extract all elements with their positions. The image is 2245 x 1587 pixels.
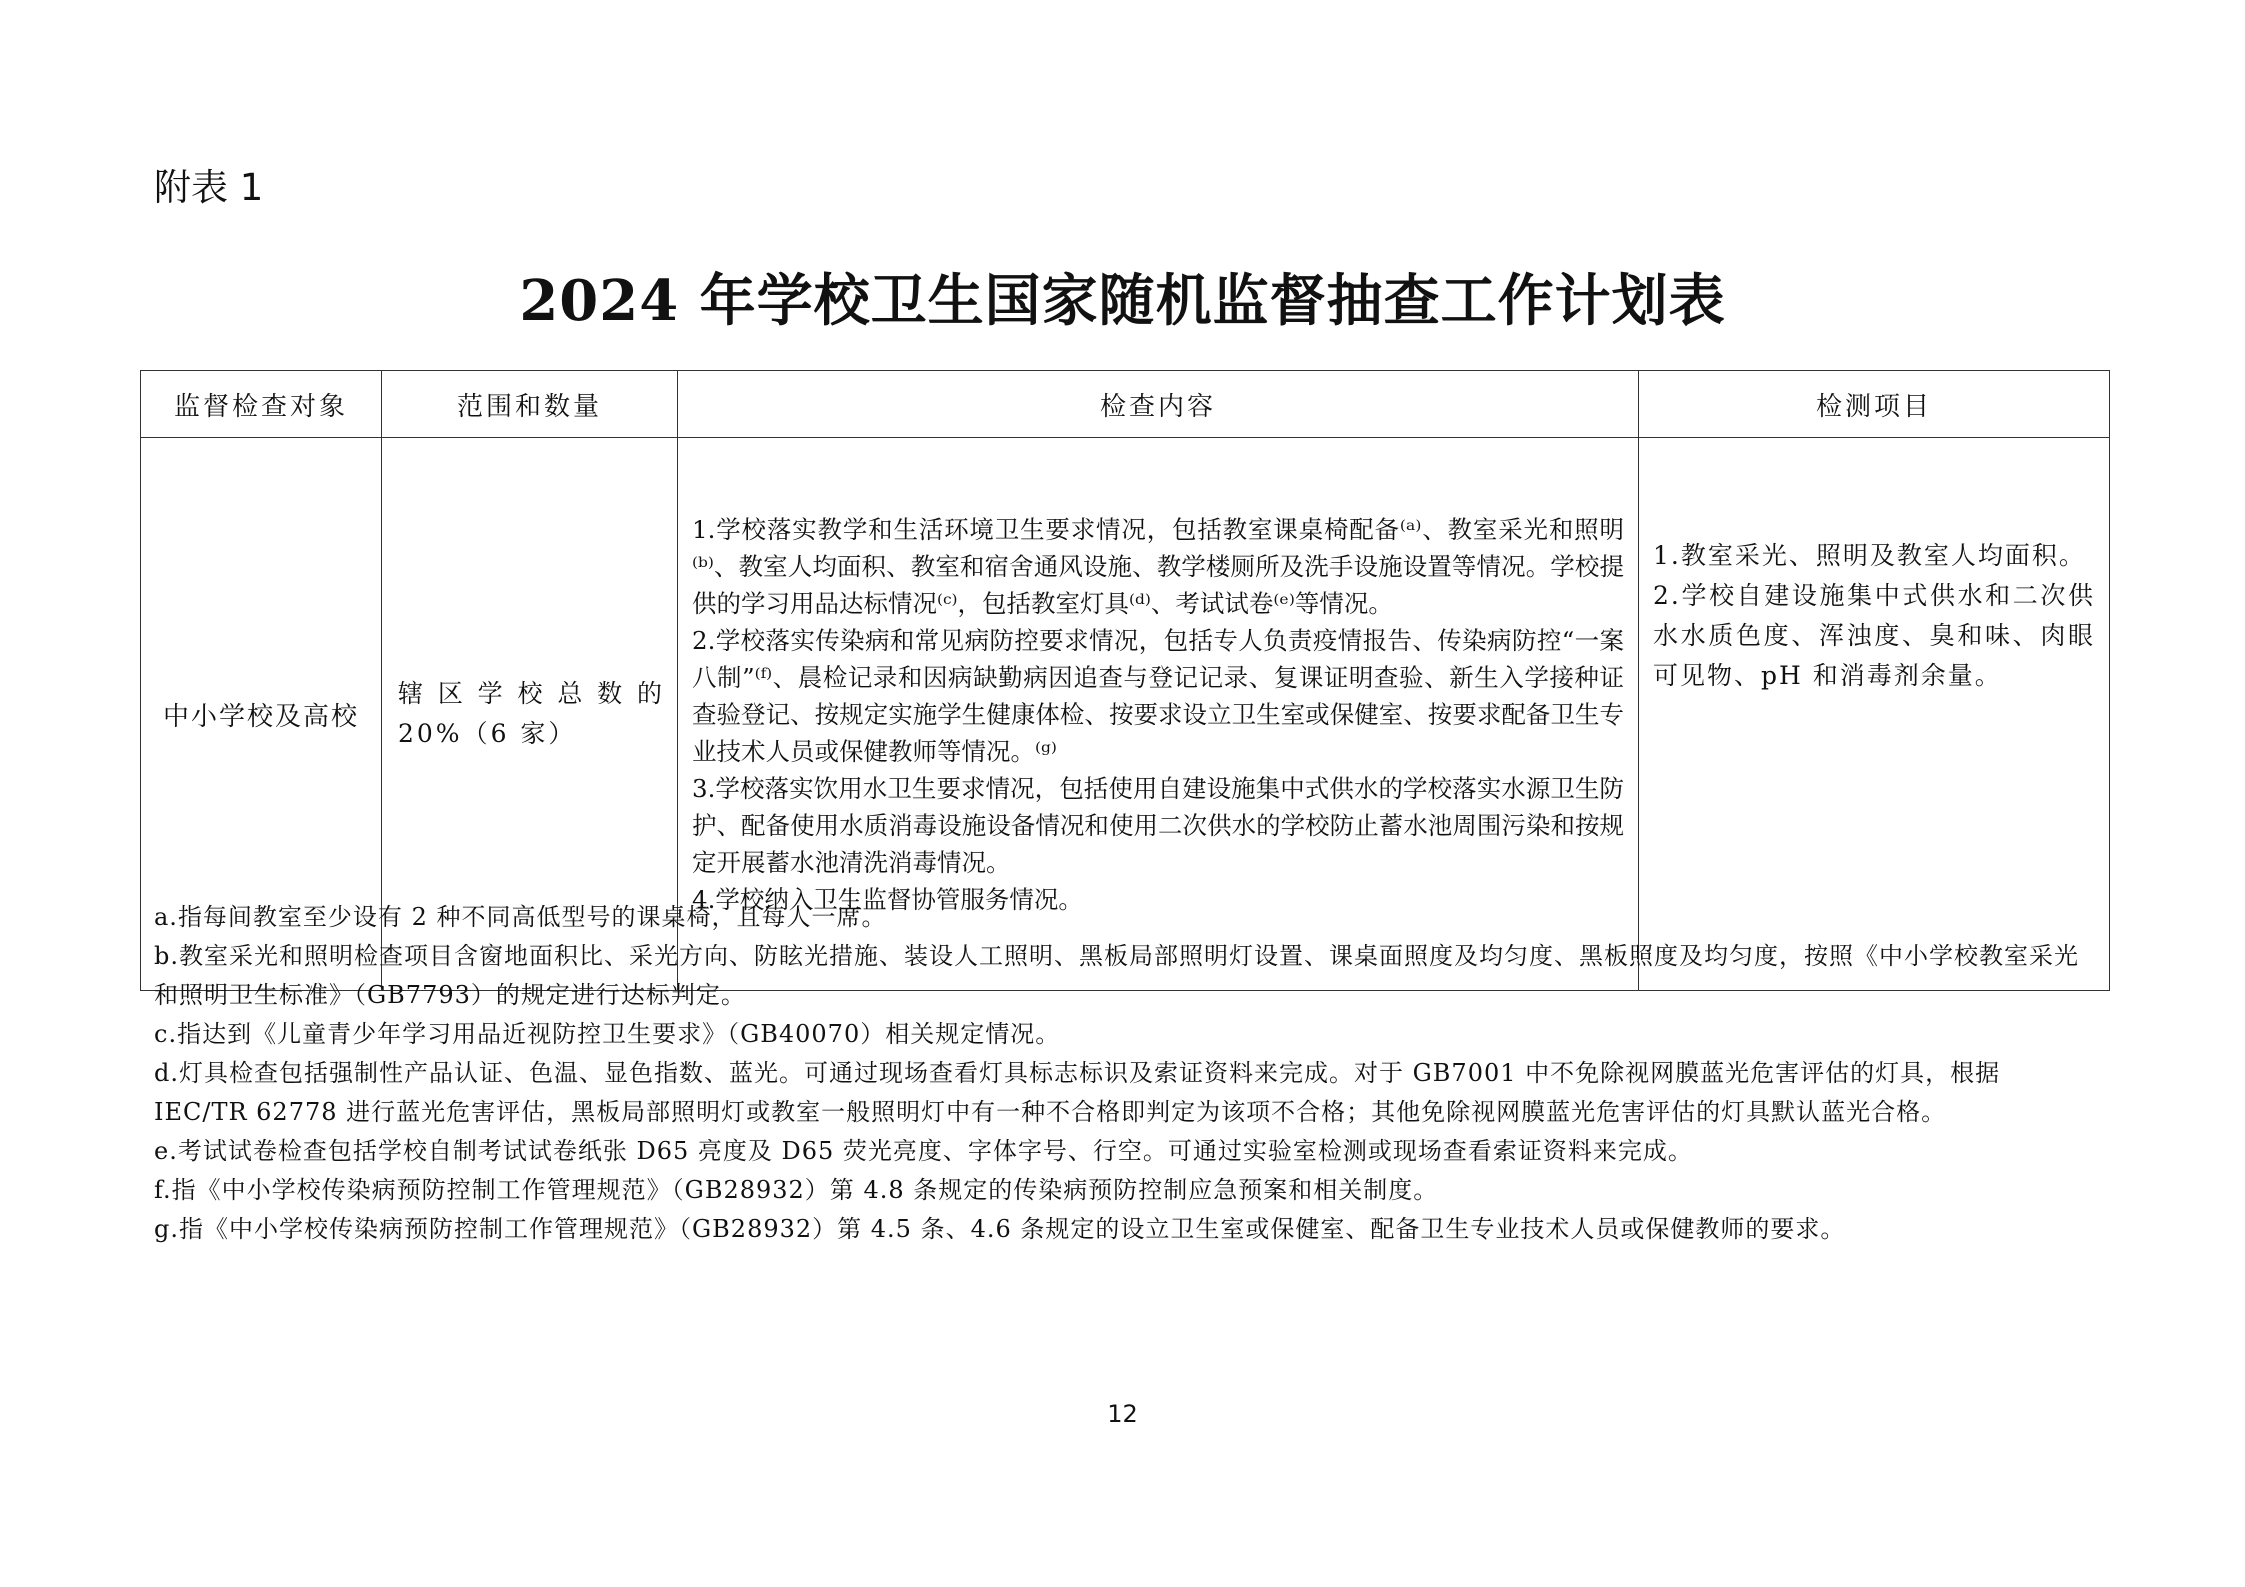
cell-inspection-target: 中小学校及高校 [141,438,382,991]
page-number: 12 [1107,1400,1138,1428]
content-item-3: 3.学校落实饮用水卫生要求情况，包括使用自建设施集中式供水的学校落实水源卫生防护、配备使用水质消毒设施设备情况和使用二次供水的学校防止蓄水池周围污染和按规定开展蓄水池清洗消毒情况。 [692,773,1624,877]
cell-scope-quantity: 辖区学校总数的 20%（6 家） [382,438,678,991]
footnotes [154,898,2102,1249]
footnote-e: e.考试试卷检查包括学校自制考试试卷纸张 D65 亮度及 D65 荧光亮度、字体字号、行空。可通过实验室检测或现场查看索证资料来完成。 [154,1137,1693,1165]
attachment-label: 附表 1 [154,166,264,209]
page-title: 2024 年学校卫生国家随机监督抽查工作计划表 [519,268,1726,334]
content-item-1: 1.学校落实教学和生活环境卫生要求情况，包括教室课桌椅配备⁽ᵃ⁾、教室采光和照明⁽ᵇ⁾、教室人均面积、教室和宿舍通风设施、教学楼厕所及洗手设施设置等情况。学校提供的学习用品达标情况⁽ᶜ⁾，包括教室灯具⁽ᵈ⁾、考试试卷⁽ᵉ⁾等情况。 [692,514,1624,618]
column-header-content: 检查内容 [678,371,1639,438]
column-header-tests: 检测项目 [1639,371,2110,438]
footnote-g: g.指《中小学校传染病预防控制工作管理规范》（GB28932）第 4.5 条、4.6 条规定的设立卫生室或保健室、配备卫生专业技术人员或保健教师的要求。 [154,1215,1846,1243]
column-header-scope: 范围和数量 [382,371,678,438]
test-item-1: 1.教室采光、照明及教室人均面积。 [1653,541,2086,570]
content-item-2: 2.学校落实传染病和常见病防控要求情况，包括专人负责疫情报告、传染病防控“一案八制”⁽ᶠ⁾、晨检记录和因病缺勤病因追查与登记记录、复课证明查验、新生入学接种证查验登记、按规定实施学生健康体检、按要求设立卫生室或保健室、按要求配备卫生专业技术人员或保健教师等情况。⁽ᵍ⁾ [692,625,1624,766]
footnote-d: d.灯具检查包括强制性产品认证、色温、显色指数、蓝光。可通过现场查看灯具标志标识及索证资料来完成。对于 GB7001 中不免除视网膜蓝光危害评估的灯具，根据 IEC/TR 62778 进行蓝光危害评估，黑板局部照明灯或教室一般照明灯中有一种不合格即判定为该项不合格；其他免除视网膜蓝光危害评估的灯具默认蓝光合格。 [154,1059,2001,1126]
table-header-row [141,371,2110,438]
column-header-target: 监督检查对象 [141,371,382,438]
footnote-b: b.教室采光和照明检查项目含窗地面积比、采光方向、防眩光措施、装设人工照明、黑板局部照明灯设置、课桌面照度及均匀度、黑板照度及均匀度，按照《中小学校教室采光和照明卫生标准》（GB7793）的规定进行达标判定。 [154,942,2079,1009]
content-item-4: 4.学校纳入卫生监督协管服务情况。 [692,884,1083,914]
test-item-2: 2.学校自建设施集中式供水和二次供水水质色度、浑浊度、臭和味、肉眼可见物、pH 和消毒剂余量。 [1653,581,2095,690]
footnote-a: a.指每间教室至少设有 2 种不同高低型号的课桌椅，且每人一席。 [154,903,887,931]
footnote-f: f.指《中小学校传染病预防控制工作管理规范》（GB28932）第 4.8 条规定的传染病预防控制应急预案和相关制度。 [154,1176,1439,1204]
footnote-c: c.指达到《儿童青少年学习用品近视防控卫生要求》（GB40070）相关规定情况。 [154,1020,1061,1048]
